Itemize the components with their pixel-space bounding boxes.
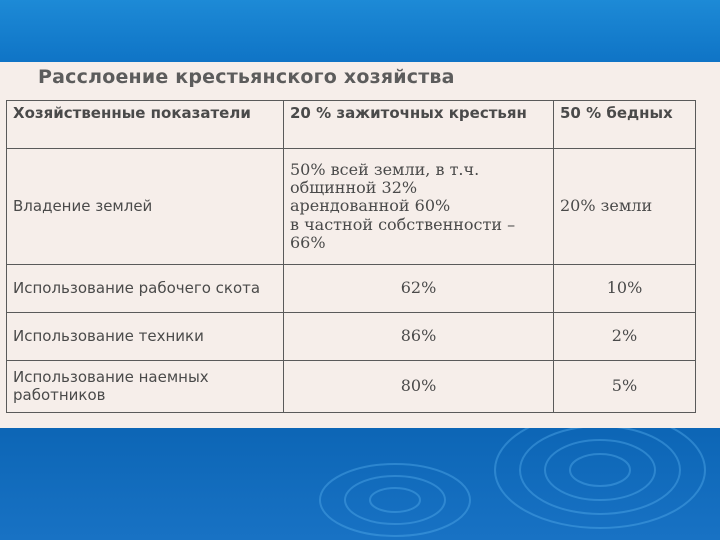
header-poor-peasants: 50 % бедных xyxy=(554,101,696,149)
hired-workers-rich-value: 80% xyxy=(284,361,554,413)
land-rich-cell xyxy=(284,149,554,265)
header-rich-peasants: 20 % зажиточных крестьян xyxy=(284,101,554,149)
indicator-land: Владение землей xyxy=(7,149,284,265)
scanned-table-sheet xyxy=(0,62,720,428)
indicator-machinery: Использование техники xyxy=(7,313,284,361)
table-row xyxy=(7,361,696,413)
table-row xyxy=(7,265,696,313)
stratification-table xyxy=(6,100,696,413)
table-row-land xyxy=(7,149,696,265)
machinery-poor-value: 2% xyxy=(554,313,696,361)
table-row xyxy=(7,313,696,361)
machinery-rich-value: 86% xyxy=(284,313,554,361)
hired-workers-poor-value: 5% xyxy=(554,361,696,413)
land-rich-line: общинной 32% xyxy=(290,177,418,197)
land-rich-line: арендованной 60% xyxy=(290,196,451,216)
slide-title: Расслоение крестьянского хозяйства xyxy=(38,66,455,88)
livestock-poor-value: 10% xyxy=(554,265,696,313)
land-rich-line: в частной собственности – xyxy=(290,214,516,234)
header-indicators: Хозяйственные показатели xyxy=(7,101,284,149)
slide-top-band xyxy=(0,0,720,62)
land-rich-line: 50% всей земли, в т.ч. xyxy=(290,159,480,179)
livestock-rich-value: 62% xyxy=(284,265,554,313)
indicator-line: работников xyxy=(13,385,106,404)
indicator-livestock: Использование рабочего скота xyxy=(7,265,284,313)
indicator-line: Использование наемных xyxy=(13,368,209,387)
indicator-hired-workers xyxy=(7,361,284,413)
table-header-row xyxy=(7,101,696,149)
land-poor-cell: 20% земли xyxy=(554,149,696,265)
land-rich-line: 66% xyxy=(290,233,326,253)
